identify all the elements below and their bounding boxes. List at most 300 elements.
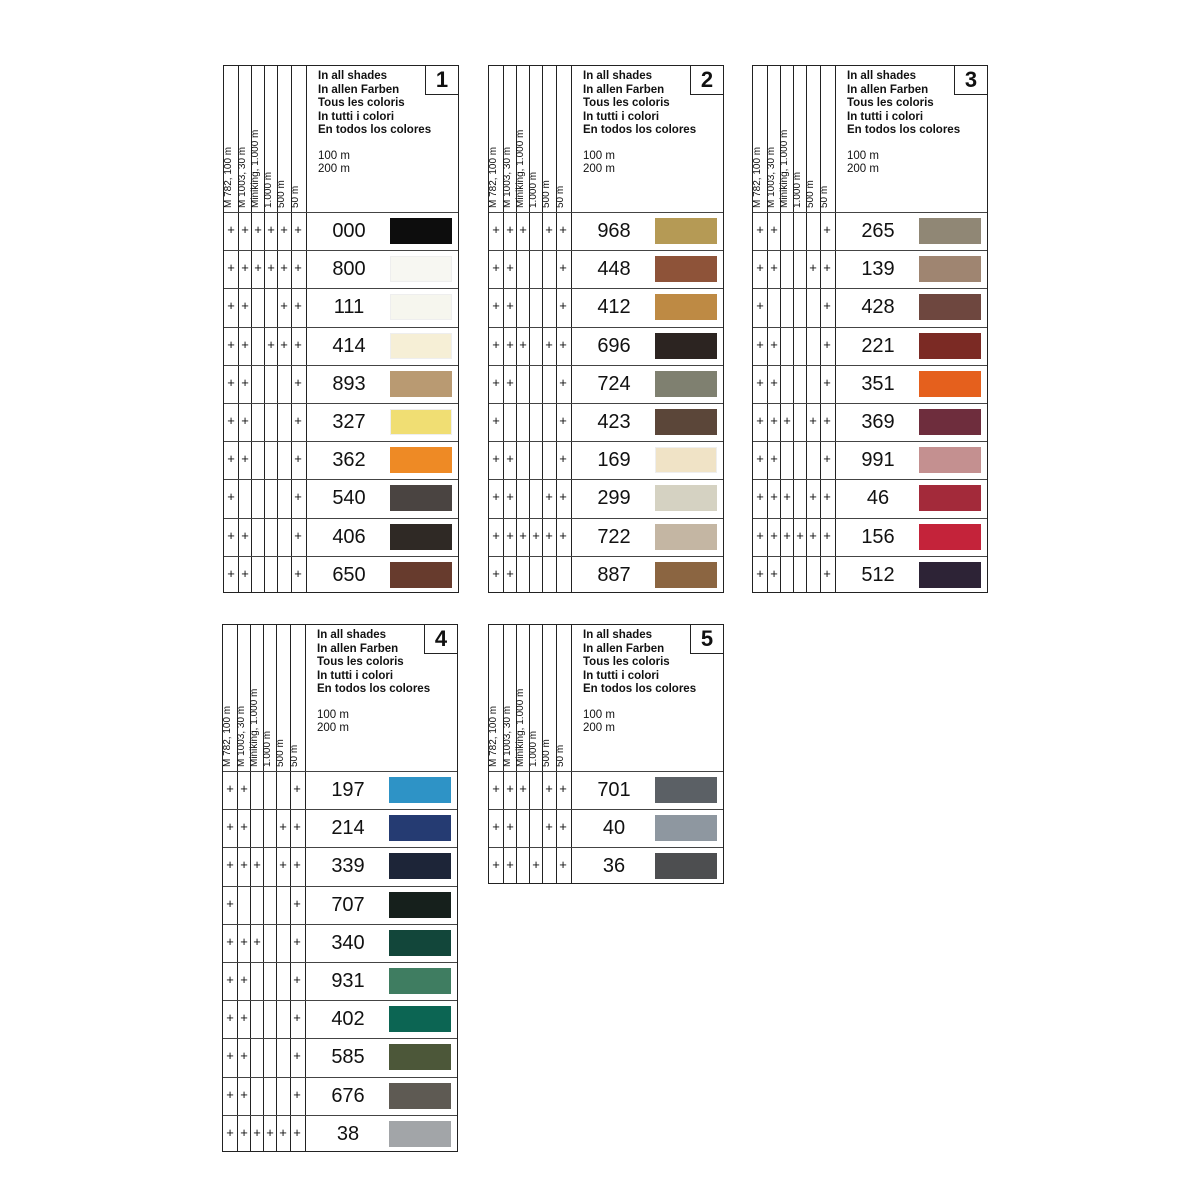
availability-plus: + — [770, 451, 778, 467]
shade-row — [224, 556, 458, 594]
shade-code: 701 — [597, 779, 631, 801]
shade-code: 38 — [336, 1122, 360, 1145]
column-label: 50 m — [819, 185, 830, 208]
availability-plus: + — [241, 413, 249, 428]
availability-plus: + — [279, 1124, 287, 1140]
availability-plus: + — [227, 222, 235, 237]
availability-plus: + — [492, 819, 500, 835]
color-swatch — [919, 371, 981, 397]
availability-plus: + — [756, 260, 764, 276]
shade-code: 000 — [332, 220, 366, 242]
shade-row — [223, 847, 457, 885]
shade-row — [223, 1115, 457, 1153]
row-divider — [224, 327, 458, 328]
column-label: M 1003, 30 m — [237, 146, 248, 208]
color-swatch — [919, 256, 981, 282]
column-label: 500 m — [541, 180, 552, 208]
availability-plus: + — [294, 413, 302, 428]
spool-length: 100 m — [318, 150, 350, 162]
availability-plus: + — [267, 222, 275, 237]
availability-plus: + — [293, 781, 301, 796]
availability-plus: + — [240, 1048, 248, 1064]
spool-length: 100 m — [583, 709, 615, 721]
color-swatch — [919, 409, 981, 435]
color-swatch — [655, 371, 717, 397]
availability-plus: + — [519, 336, 527, 352]
availability-plus: + — [240, 1124, 248, 1140]
availability-plus: + — [492, 413, 500, 428]
availability-line: En todos los colores — [583, 683, 697, 695]
shade-row — [223, 1038, 457, 1076]
row-divider — [223, 1000, 457, 1001]
availability-plus: + — [545, 489, 553, 505]
row-divider — [753, 288, 987, 289]
column-label: M 782, 100 m — [752, 146, 763, 208]
card-number: 3 — [954, 65, 988, 95]
row-divider — [489, 327, 723, 328]
availability-plus: + — [226, 1124, 234, 1140]
shade-row — [489, 250, 723, 288]
row-divider — [223, 924, 457, 925]
availability-plus: + — [559, 260, 567, 276]
spool-length: 100 m — [847, 150, 879, 162]
availability-plus: + — [294, 374, 302, 390]
shade-row — [753, 441, 987, 479]
row-divider — [489, 771, 723, 772]
availability-plus: + — [241, 374, 249, 390]
availability-line: Tous les coloris — [583, 656, 670, 668]
shade-row — [489, 403, 723, 441]
availability-plus: + — [823, 374, 831, 390]
spool-length: 200 m — [583, 163, 615, 175]
color-swatch — [919, 447, 981, 473]
availability-plus: + — [796, 527, 804, 543]
row-divider — [223, 1115, 457, 1116]
shade-row — [224, 288, 458, 326]
shade-code: 428 — [861, 296, 895, 319]
availability-plus: + — [241, 222, 249, 237]
availability-plus: + — [506, 527, 514, 543]
availability-plus: + — [254, 222, 262, 237]
availability-line: En todos los colores — [583, 124, 697, 136]
column-label: Miniking, 1.000 m — [250, 129, 261, 208]
spool-length: 200 m — [847, 163, 879, 175]
availability-plus: + — [240, 933, 248, 949]
availability-note — [317, 629, 430, 697]
spool-length: 200 m — [318, 163, 350, 175]
color-swatch — [390, 371, 452, 397]
column-label: Miniking, 1.000 m — [779, 129, 790, 208]
shade-row — [489, 847, 723, 885]
availability-plus: + — [293, 1048, 301, 1064]
shade-row — [753, 327, 987, 365]
availability-plus: + — [559, 222, 567, 237]
shade-code: 46 — [866, 487, 890, 510]
row-divider — [489, 556, 723, 557]
shade-code: 40 — [602, 817, 626, 840]
row-divider — [224, 250, 458, 251]
color-swatch — [390, 294, 452, 320]
column-label: 500 m — [541, 739, 552, 767]
column-label: M 1003, 30 m — [502, 146, 513, 208]
card-number: 4 — [424, 624, 458, 654]
shade-code: 221 — [861, 334, 895, 357]
availability-plus: + — [241, 336, 249, 352]
column-label: 50 m — [555, 185, 566, 208]
column-label: Miniking, 1.000 m — [249, 688, 260, 767]
shade-code: 362 — [332, 449, 366, 472]
shade-row — [753, 479, 987, 517]
row-divider — [753, 212, 987, 213]
availability-line: In tutti i colori — [318, 110, 395, 123]
color-swatch — [389, 1006, 451, 1032]
shade-code: 36 — [602, 855, 626, 878]
availability-plus: + — [266, 1124, 274, 1140]
color-swatch — [655, 409, 717, 435]
availability-plus: + — [506, 374, 514, 390]
row-divider — [489, 212, 723, 213]
color-swatch — [389, 1044, 451, 1070]
availability-plus: + — [241, 451, 249, 467]
availability-line: In tutti i colori — [317, 669, 394, 682]
shade-row — [489, 212, 723, 250]
color-swatch — [919, 485, 981, 511]
shade-row — [489, 556, 723, 594]
availability-plus: + — [559, 413, 567, 428]
row-divider — [223, 962, 457, 963]
availability-plus: + — [756, 527, 764, 543]
shade-code: 512 — [861, 563, 895, 586]
availability-plus: + — [532, 857, 540, 873]
shade-row — [223, 809, 457, 847]
shade-code: 423 — [597, 411, 631, 433]
availability-plus: + — [770, 336, 778, 352]
availability-plus: + — [227, 451, 235, 467]
availability-plus: + — [506, 781, 514, 796]
color-swatch — [655, 815, 717, 841]
row-divider — [224, 403, 458, 404]
row-divider — [224, 365, 458, 366]
color-swatch — [655, 447, 717, 473]
color-swatch — [655, 485, 717, 511]
availability-plus: + — [227, 298, 235, 314]
availability-line: In tutti i colori — [847, 110, 924, 123]
column-label: 1.000 m — [262, 730, 273, 767]
shade-code: 650 — [332, 563, 366, 586]
color-swatch — [655, 218, 717, 244]
color-swatch — [919, 218, 981, 244]
availability-line: En todos los colores — [317, 683, 431, 695]
shade-card-5 — [488, 624, 724, 884]
availability-plus: + — [227, 565, 235, 581]
availability-plus: + — [756, 222, 764, 237]
availability-plus: + — [559, 374, 567, 390]
availability-plus: + — [756, 336, 764, 352]
shade-row — [224, 250, 458, 288]
availability-plus: + — [226, 819, 234, 835]
shade-row — [224, 441, 458, 479]
color-swatch — [919, 562, 981, 588]
shade-row — [223, 1077, 457, 1115]
availability-plus: + — [519, 781, 527, 796]
shade-code: 351 — [861, 372, 895, 395]
availability-plus: + — [293, 857, 301, 873]
shade-code: 724 — [597, 372, 631, 395]
availability-plus: + — [294, 527, 302, 543]
availability-line: En todos los colores — [847, 124, 961, 136]
shade-code: 676 — [331, 1084, 365, 1107]
spool-lengths — [318, 150, 350, 176]
availability-plus: + — [227, 489, 235, 505]
shade-code: 448 — [597, 258, 631, 281]
availability-plus: + — [519, 527, 527, 543]
availability-plus: + — [545, 781, 553, 796]
column-label: M 1003, 30 m — [766, 146, 777, 208]
availability-plus: + — [492, 781, 500, 796]
column-label: M 782, 100 m — [223, 146, 234, 208]
shade-row — [753, 518, 987, 556]
availability-plus: + — [506, 336, 514, 352]
availability-plus: + — [294, 298, 302, 314]
shade-code: 299 — [597, 487, 631, 510]
availability-plus: + — [253, 1124, 261, 1140]
availability-plus: + — [823, 527, 831, 543]
availability-plus: + — [293, 972, 301, 987]
spool-length: 100 m — [583, 150, 615, 162]
availability-line: Tous les coloris — [318, 97, 405, 109]
availability-plus: + — [506, 298, 514, 314]
row-divider — [753, 479, 987, 480]
availability-plus: + — [240, 1010, 248, 1026]
availability-line: Tous les coloris — [583, 97, 670, 109]
row-divider — [489, 441, 723, 442]
color-swatch — [389, 930, 451, 956]
shade-code: 887 — [597, 563, 631, 586]
availability-plus: + — [770, 489, 778, 505]
availability-plus: + — [492, 298, 500, 314]
shade-code: 412 — [597, 296, 631, 319]
color-swatch — [655, 524, 717, 550]
color-swatch — [390, 333, 452, 359]
shade-code: 156 — [861, 525, 895, 548]
availability-plus: + — [783, 489, 791, 505]
shade-row — [224, 518, 458, 556]
color-swatch — [390, 447, 452, 473]
availability-plus: + — [823, 298, 831, 314]
shade-code: 414 — [332, 334, 366, 357]
availability-plus: + — [227, 413, 235, 428]
color-swatch — [389, 777, 451, 803]
row-divider — [224, 212, 458, 213]
color-swatch — [390, 562, 452, 588]
column-label: 1.000 m — [792, 171, 803, 208]
availability-plus: + — [506, 819, 514, 835]
shade-row — [223, 924, 457, 962]
availability-plus: + — [506, 565, 514, 581]
availability-plus: + — [770, 527, 778, 543]
shade-row — [489, 518, 723, 556]
shade-row — [489, 327, 723, 365]
shade-code: 540 — [332, 487, 366, 510]
availability-plus: + — [227, 336, 235, 352]
availability-line: In all shades — [318, 70, 388, 82]
row-divider — [753, 556, 987, 557]
availability-plus: + — [756, 413, 764, 428]
shade-code: 111 — [333, 296, 365, 319]
availability-plus: + — [293, 819, 301, 835]
color-swatch — [390, 256, 452, 282]
color-swatch — [655, 777, 717, 803]
row-divider — [223, 1077, 457, 1078]
availability-plus: + — [254, 260, 262, 276]
shade-code: 696 — [597, 334, 631, 357]
availability-plus: + — [279, 857, 287, 873]
spool-lengths — [317, 709, 349, 735]
column-label: 1.000 m — [263, 171, 274, 208]
shade-code: 340 — [331, 931, 365, 954]
availability-plus: + — [823, 222, 831, 237]
availability-plus: + — [226, 972, 234, 987]
availability-plus: + — [770, 413, 778, 428]
color-swatch — [389, 968, 451, 994]
availability-plus: + — [506, 489, 514, 505]
row-divider — [223, 809, 457, 810]
row-divider — [489, 847, 723, 848]
availability-plus: + — [506, 260, 514, 276]
shade-row — [223, 1000, 457, 1038]
availability-plus: + — [545, 819, 553, 835]
availability-plus: + — [756, 374, 764, 390]
color-swatch — [655, 853, 717, 879]
shade-code: 139 — [861, 258, 895, 281]
availability-plus: + — [770, 222, 778, 237]
row-divider — [223, 771, 457, 772]
availability-line: In tutti i colori — [583, 669, 660, 682]
column-headers — [223, 625, 305, 771]
availability-plus: + — [492, 489, 500, 505]
availability-plus: + — [240, 819, 248, 835]
availability-plus: + — [240, 857, 248, 873]
availability-plus: + — [240, 1086, 248, 1102]
shade-code: 197 — [331, 779, 365, 801]
shade-row — [223, 771, 457, 809]
availability-line: Tous les coloris — [847, 97, 934, 109]
availability-plus: + — [506, 451, 514, 467]
availability-plus: + — [492, 260, 500, 276]
availability-plus: + — [280, 222, 288, 237]
column-headers — [489, 66, 571, 212]
availability-plus: + — [823, 451, 831, 467]
row-divider — [489, 518, 723, 519]
availability-plus: + — [559, 451, 567, 467]
shade-card-3 — [752, 65, 988, 593]
shade-code: 931 — [331, 970, 365, 992]
row-divider — [489, 288, 723, 289]
shade-row — [753, 365, 987, 403]
availability-plus: + — [783, 413, 791, 428]
color-swatch — [390, 485, 452, 511]
column-headers — [489, 625, 571, 771]
column-label: M 782, 100 m — [222, 705, 233, 767]
color-swatch — [389, 853, 451, 879]
availability-plus: + — [559, 781, 567, 796]
availability-note — [583, 70, 696, 138]
shade-row — [753, 288, 987, 326]
availability-plus: + — [756, 489, 764, 505]
row-divider — [224, 556, 458, 557]
availability-plus: + — [294, 489, 302, 505]
shade-row — [489, 771, 723, 809]
availability-plus: + — [226, 1010, 234, 1026]
availability-line: In allen Farben — [318, 83, 400, 96]
row-divider — [753, 441, 987, 442]
availability-plus: + — [241, 298, 249, 314]
availability-plus: + — [559, 527, 567, 543]
availability-plus: + — [294, 222, 302, 237]
availability-plus: + — [240, 781, 248, 796]
availability-plus: + — [823, 565, 831, 581]
shade-row — [224, 212, 458, 250]
shade-card-1 — [223, 65, 459, 593]
availability-plus: + — [267, 260, 275, 276]
availability-plus: + — [227, 527, 235, 543]
row-divider — [224, 479, 458, 480]
availability-plus: + — [559, 857, 567, 873]
availability-line: In tutti i colori — [583, 110, 660, 123]
shade-row — [224, 365, 458, 403]
availability-plus: + — [823, 336, 831, 352]
row-divider — [489, 479, 723, 480]
shade-row — [224, 479, 458, 517]
spool-length: 200 m — [583, 722, 615, 734]
availability-plus: + — [492, 222, 500, 237]
availability-plus: + — [770, 374, 778, 390]
color-swatch — [655, 294, 717, 320]
availability-plus: + — [492, 374, 500, 390]
column-label: M 1003, 30 m — [502, 705, 513, 767]
color-swatch — [389, 1121, 451, 1147]
shade-code: 707 — [331, 893, 365, 916]
shade-row — [753, 556, 987, 594]
shade-row — [753, 212, 987, 250]
shade-code: 722 — [597, 525, 631, 548]
availability-plus: + — [809, 260, 817, 276]
row-divider — [489, 250, 723, 251]
spool-lengths — [847, 150, 879, 176]
shade-row — [224, 327, 458, 365]
availability-plus: + — [506, 857, 514, 873]
color-swatch — [919, 333, 981, 359]
row-divider — [224, 288, 458, 289]
availability-line: In allen Farben — [583, 83, 665, 96]
availability-line: In all shades — [583, 70, 653, 82]
spool-length: 200 m — [317, 722, 349, 734]
row-divider — [489, 809, 723, 810]
availability-plus: + — [280, 336, 288, 352]
column-label: M 782, 100 m — [488, 146, 499, 208]
availability-plus: + — [227, 374, 235, 390]
column-headers — [753, 66, 835, 212]
shade-row — [223, 962, 457, 1000]
availability-plus: + — [492, 451, 500, 467]
availability-plus: + — [294, 451, 302, 467]
shade-code: 893 — [332, 372, 366, 395]
shade-card-4 — [222, 624, 458, 1152]
availability-plus: + — [293, 1010, 301, 1026]
spool-lengths — [583, 150, 615, 176]
column-label: 500 m — [275, 739, 286, 767]
availability-line: Tous les coloris — [317, 656, 404, 668]
